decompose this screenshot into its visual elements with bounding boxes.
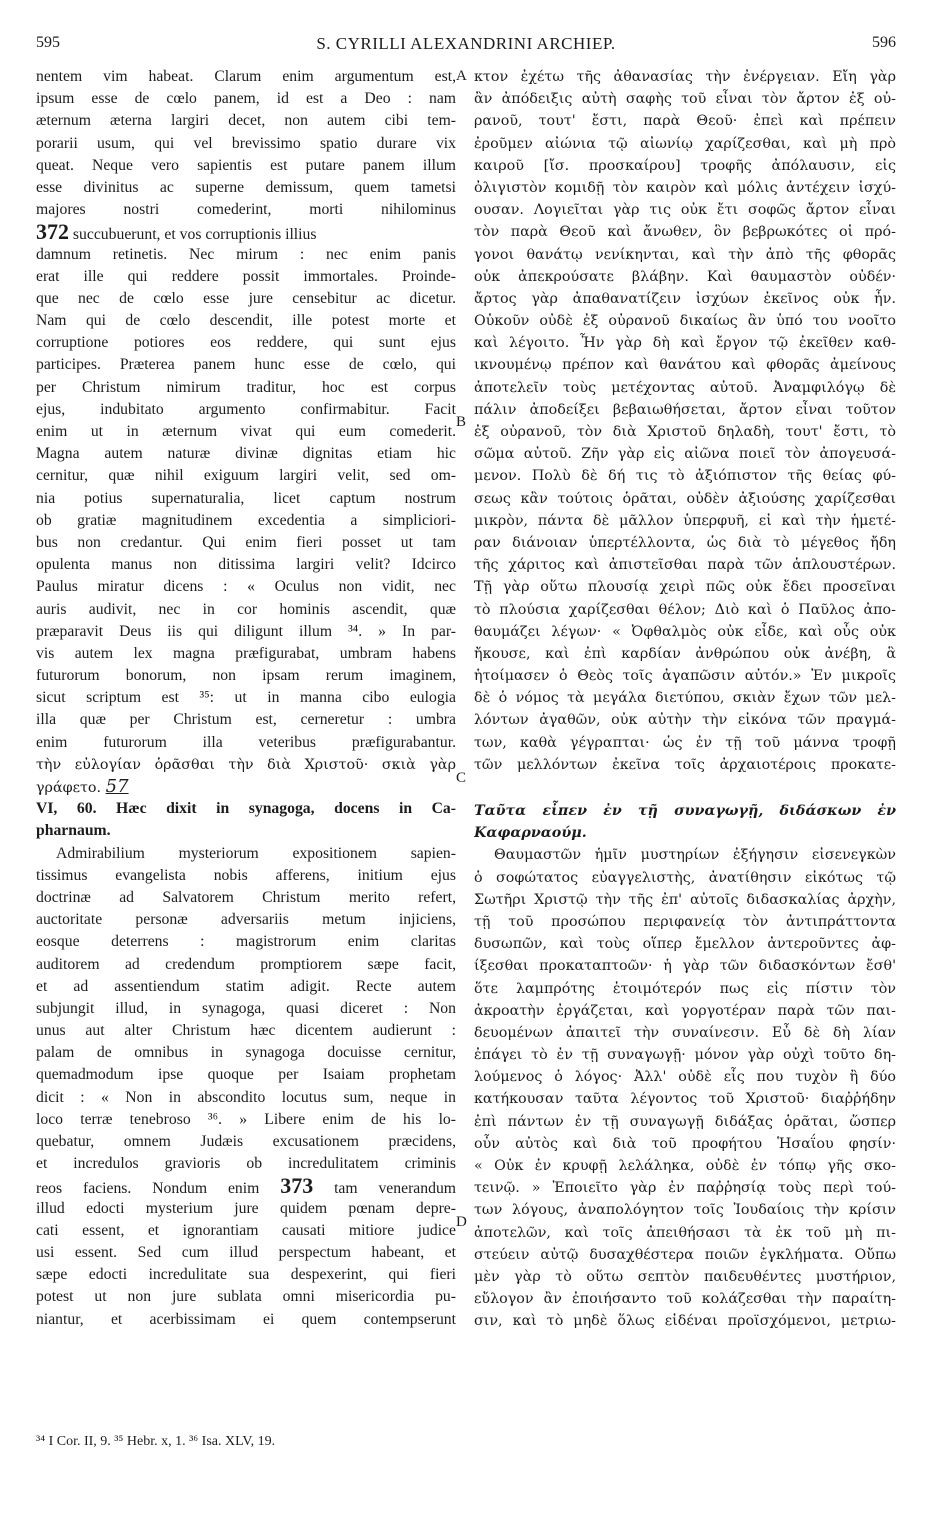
text-line: των λόγους, ἀναπολόγητον τοῖς Ἰουδαίοις τὴν κρίσιν	[474, 1202, 896, 1219]
margin-letter-d: D	[456, 1214, 467, 1230]
text-line: λούμενος ὁ λόγος· Ἀλλ' οὐδὲ εἷς που τυχὸν ἢ δύο	[474, 1069, 896, 1086]
text-line: ἐπάγει τὸ ἐν τῇ συναγωγῇ· μόνον γὰρ οὐχὶ τοῦτο δη-	[474, 1047, 896, 1064]
text-line: æternum æterna largiri decet, non autem cibi tem-	[36, 112, 456, 130]
text-line: illa quæ per Christum est, cerneretur : umbra	[36, 711, 456, 729]
text-line: ἐξ οὐρανοῦ, τὸν διὰ Χριστοῦ δηλαδὴ, τουτ' ἔστι, τὸ	[474, 424, 896, 440]
text-line: ἂν ἀπόδειξις αὐτὴ σαφὴς τοῦ εἶναι τὸν ἄρτον ἐξ οὐ-	[474, 91, 896, 108]
text-line: ουσαν. Λογιεῖται γὰρ τις οὐκ ἔτι σοφῶς ἄρτον εἶναι	[474, 202, 896, 219]
text-line: ρανοῦ, τουτ' ἔστι, παρὰ Θεοῦ· ἐπεὶ καὶ πρέπειν	[474, 113, 896, 130]
section-heading: Ταῦτα εἶπεν ἐν τῇ συναγωγῇ, διδάσκων ἐν	[474, 803, 896, 819]
text-line: subjungit illud, in synagoga, quasi diceret : Non	[36, 999, 456, 1017]
text-line: μὲν γὰρ τὸ οὕτω σεπτὸν παιδευθέντες μυστήριον,	[474, 1268, 896, 1285]
text-line: esse divinitus ac superne demissum, quem tametsi	[36, 178, 456, 196]
text-line: que nec de cœlo esse jure censebitur ac dicetur.	[36, 289, 456, 307]
section-heading: Καφαρναούμ.	[474, 825, 587, 842]
text-line: ejus, indubitato argumento confirmabitur. Facit	[36, 400, 456, 418]
text-line: ἄρτος γὰρ ἀπαθανατίζειν ἰσχύων ἐκεῖνος οὐκ ἦν.	[474, 290, 896, 307]
text-line: εὔλογον ἂν ἐποιήσαντο τοῦ κολάζεσθαι τὴν παραίτη-	[474, 1291, 896, 1308]
text-line: bus non credantur. Qui enim fieri posset ut tam	[36, 533, 456, 551]
text-line: μικρὸν, πάντα δὲ μᾶλλον ὑπερφυῆ, εἰ καὶ τὴν ἡμετέ-	[474, 512, 896, 529]
greek-column	[474, 66, 896, 1333]
section-heading: pharnaum.	[36, 822, 111, 840]
page-number-left: 595	[36, 34, 60, 51]
text-line: cernitur, quæ nihil exiguum largiri velit, sed om-	[36, 467, 456, 485]
text-line: tissimus evangelista nobis afferens, initium ejus	[36, 866, 456, 884]
text-line: ἐροῦμεν αἰώνια τῷ αἰωνίῳ χαρίζεσθαι, καὶ μὴ πρὸ	[474, 135, 896, 152]
text-line: ipsum esse de cœlo panem, id est a Deo : nam	[36, 90, 456, 108]
text-line: damnum retinetis. Nec mirum : nec enim panis	[36, 245, 456, 263]
text-line: κατήκουσαν ταῦτα λέγοντος τοῦ Χριστοῦ· διαῤῥήδην	[474, 1091, 896, 1108]
text-line: et incredulos gravioris ob incredulitatem criminis	[36, 1155, 456, 1173]
text-line: ὅτε λαμπρότης ἑτοιμότερόν πως εἰς πίστιν τὸν	[474, 980, 896, 997]
margin-letter-c: C	[456, 770, 467, 786]
text-line: τῇ τοῦ προσώπου περιφανείᾳ τὸν ἀντιπράττοντα	[474, 913, 896, 930]
text-line: ὁ σοφώτατος εὐαγγελιστὴς, ἀνατίθησιν εἰκότως τῷ	[474, 869, 896, 886]
text-line: nentem vim habeat. Clarum enim argumentum est,	[36, 68, 456, 85]
text-line: Οὐκοῦν οὐδὲ ἐξ οὐρανοῦ δικαίως ἂν ὑπό του νοοῖτο	[474, 313, 896, 330]
text-line: doctrinæ ad Salvatorem Christum merito refert,	[36, 888, 456, 906]
text-line: per Christum nimirum traditur, hoc est corpus	[36, 378, 456, 396]
text-line: Θαυμαστῶν ἡμῖν μυστηρίων ἐξήγησιν εἰσενεγκὼν	[494, 847, 896, 864]
text-line	[36, 1175, 456, 1197]
text-line: præparavit Deus iis qui diligunt illum ³⁴. » In par-	[36, 622, 456, 640]
text-line: opulenta manus non ditissima largiri velit? Idcirco	[36, 556, 456, 574]
text-line: participes. Præterea panem hunc esse de cœlo, qui	[36, 356, 456, 374]
text-line: dicit : « Non in abscondito locutus sum, neque in	[36, 1088, 456, 1106]
text-line: μενον. Πολὺ δὲ δή τις τὸ ἀξιόπιστον τῆς θείας φύ-	[474, 468, 896, 485]
text-line: ἀποτελῶν, καὶ τοῖς ἀπειθήσασι τὰ ἐκ τοῦ μὴ πι-	[474, 1224, 896, 1241]
page-header	[36, 34, 896, 60]
text-line: nia potius supernaturalia, licet captum nostrum	[36, 489, 456, 507]
text-line: corruptione potiores eos reddere, qui sunt ejus	[36, 334, 456, 352]
handwritten-note: 57	[105, 776, 129, 797]
column-number: 372	[36, 221, 69, 244]
text-line: τὸν παρὰ Θεοῦ καὶ ἄνωθεν, ὃν βεβρωκότες οἱ πρό-	[474, 224, 896, 241]
text-line: ἐπὶ πάντων ἐν τῇ συναγωγῇ διδάξας ὁρᾶται, ὥσπερ	[474, 1113, 896, 1130]
column-number: 373	[280, 1175, 314, 1198]
text-line: quemadmodum ipse quoque per Isaiam prophetam	[36, 1066, 456, 1084]
text-line: auctoritate personæ adversariis metum injiciens,	[36, 911, 456, 929]
text-line: enim futurorum illa veteribus præfigurabantur.	[36, 733, 456, 751]
text-line: ἀποτελεῖν τοὺς μετέχοντας αὐτοῦ. Ἀναμφιλόγῳ δὲ	[474, 379, 896, 396]
text-line: ἡτοίμασεν ὁ Θεὸς τοῖς ἀγαπῶσιν αὐτόν.» Ἐν μικροῖς	[474, 668, 896, 685]
text-line: δευομένων ἀπαιτεῖ τὴν συναίνεσιν. Εὖ δὲ δὴ λίαν	[474, 1024, 896, 1041]
text-line: ίξεσθαι προκαταπτοῶν· ἡ γὰρ τῶν διδασκόντων ἔσθ'	[474, 958, 896, 975]
section-heading: VI, 60. Hæc dixit in synagoga, docens in Ca-	[36, 800, 456, 818]
text-line: quebatur, omnem Judæis excusationem præcidens,	[36, 1133, 456, 1150]
text-line: et ad assentiendum statim adigit. Recte autem	[36, 977, 456, 995]
text-line: unus aut alter Christum hæc dicentem audierunt :	[36, 1022, 456, 1040]
text-line: Magna autem naturæ divinæ dignitas etiam hic	[36, 445, 456, 463]
text-line: eosque deterrens : magistrorum enim claritas	[36, 933, 456, 951]
text-line: σεως κἂν τούτοις ὁρᾶται, οὐδὲν ἀξιούσης χαρίζεσθαι	[474, 490, 896, 507]
greek-spill-line	[36, 776, 456, 798]
text-line: Σωτῆρι Χριστῷ τὴν τῆς ἐπ' αὐτοῖς διδασκαλίας ἀρχὴν,	[474, 891, 896, 908]
text-line: loco terræ tenebroso ³⁶. » Libere enim de his lo-	[36, 1110, 456, 1128]
text-line: sæpe edocti incredulitate sua despexerint, qui fieri	[36, 1266, 456, 1284]
text-line: ob gratiæ magnitudinem excedentia a simpliciori-	[36, 511, 456, 529]
text-line: erat ille qui reddere possit immortales. Proinde-	[36, 267, 456, 285]
text-line: τῶν μελλόντων ἐκεῖνα τοῖς ἀρχαιοτέροις προκατε-	[474, 756, 896, 773]
text-line: πάλιν ἀποδείξει βεβαιωθήσεται, ἄρτον εἶναι τοῦτον	[474, 401, 896, 418]
text-line: τῆς χάριτος καὶ ἀπιστεῖσθαι παρὰ τῶν ἁπλουστέρων.	[474, 557, 896, 574]
greek-spill-line: τὴν εὐλογίαν ὁρᾶσθαι τὴν διὰ Χριστοῦ· σκιὰ γὰρ	[36, 756, 456, 773]
latin-column	[36, 66, 456, 1331]
text-line-part: tam venerandum	[313, 1180, 456, 1198]
text-line: θαυμάζει λέγων· « Ὀφθαλμὸς οὐκ εἶδε, καὶ οὖς οὐκ	[474, 623, 896, 640]
text-line: ραν διάνοιαν ὑπερτέλλοντα, ὡς διὰ τὸ μέγεθος ἤδη	[474, 534, 896, 551]
footnotes: ³⁴ I Cor. II, 9. ³⁵ Hebr. x, 1. ³⁶ Isa. XLV, 19.	[36, 1434, 276, 1449]
text-line: potest ut non jure sublata omni misericordia pu-	[36, 1288, 456, 1306]
margin-letter-a: A	[456, 68, 467, 84]
text-line: auditorem ad credendum promptiorem sæpe facit,	[36, 955, 456, 973]
text-line: οὐκ ἀπεκρούσατε βλάβην. Καὶ θαυμαστὸν οὐδέν·	[474, 268, 896, 285]
text-line: palam de omnibus in synagoga docuisse cernitur,	[36, 1044, 456, 1062]
text-line: ικνουμένῳ πρέπον καὶ θανάτου καὶ φθορᾶς ἀμείνους	[474, 357, 896, 374]
text-line: στεύειν αὐτῷ δυσαχθέστερα ποιῶν ἐγκλήματα. Οὔπω	[474, 1246, 896, 1263]
text-line: « Οὐκ ἐν κρυφῇ λελάληκα, οὐδὲ ἐν τόπῳ γῆς σκο-	[474, 1158, 896, 1174]
text-line: δὲ ὁ νόμος τὰ μεγάλα διετύπου, σκιὰν ἔχων τῶν μελ-	[474, 690, 896, 707]
text-line: τὸ πλούσια χαρίζεσθαι θέλον; Διὸ καὶ ὁ Παῦλος ἀπο-	[474, 601, 896, 618]
text-line: porarii usum, qui vel brevissimo spatio durare vix	[36, 134, 456, 152]
text-line: usi essent. Sed cum illud perspectum habeant, et	[36, 1243, 456, 1261]
text-line: enim ut in æternum vivat qui eum comederit.	[36, 423, 456, 440]
text-line: futurorum bonorum, non ipsam rerum imaginem,	[36, 667, 456, 685]
text-line: cati essent, et ignorantiam causati mitiore judice	[36, 1221, 456, 1239]
text-line	[36, 221, 456, 243]
text-line: καιροῦ [ἴσ. προσκαίρου] τροφῆς ἀπόλαυσιν, εἰς	[474, 157, 896, 174]
text-line: ὀλιγιστὸν κομιδῇ τὸν καιρὸν καὶ μόλις ἀντέχειν ἰσχύ-	[474, 179, 896, 196]
greek-spill-end: γράφετο.	[36, 780, 106, 796]
text-line: καὶ λέγοιτο. Ἦν γὰρ δὴ καὶ ἔργον τῷ ἐκεῖθεν καθ-	[474, 335, 896, 352]
text-line: Τῇ γὰρ οὕτω πλουσίᾳ χειρὶ πῶς οὐκ ἔδει προσεῖναι	[474, 579, 896, 596]
text-line: vis autem lex magna præfigurabat, umbram habens	[36, 644, 456, 662]
text-line: σιν, καὶ τὸ μηδὲ ὅλως εἰδέναι προϊσχόμενοι, μετριω-	[474, 1313, 896, 1330]
text-line: ἤκουσε, καὶ ἐπὶ καρδίαν ἀνθρώπου οὐκ ἀνέβη, ἃ	[474, 645, 896, 662]
text-line-part: reos faciens. Nondum enim	[36, 1180, 281, 1198]
text-line: δυσωπῶν, καὶ τοὺς οἵπερ ἔμελλον ἀντεροῦντες ἀφ-	[474, 936, 896, 953]
running-title: S. CYRILLI ALEXANDRINI ARCHIEP.	[316, 34, 616, 53]
text-line: Paulus miratur dicens : « Oculus non vidit, nec	[36, 578, 456, 596]
text-line: κτον ἐχέτω τῆς ἀθανασίας τὴν ἐνέργειαν. Εἴη γὰρ	[474, 69, 896, 85]
text-line: των, καθὰ γέγραπται· ὡς ἐν τῇ τοῦ μάννα τροφῇ	[474, 734, 896, 751]
page-number-right: 596	[872, 34, 896, 51]
text-line: majores nostri comederint, morti nihilominus	[36, 201, 456, 219]
text-line: σῶμα αὐτοῦ. Ζῆν γὰρ εἰς αἰῶνα ποιεῖ τὸν ἀπογευσά-	[474, 446, 896, 463]
text-line: ἀκροατὴν ἐργάζεται, καὶ γοργοτέραν παρὰ τῶν παι-	[474, 1002, 896, 1019]
text-line: γονοι θανάτῳ νενίκηνται, καὶ τὴν ἀπὸ τῆς φθορᾶς	[474, 246, 896, 263]
text-line: illud edocti mysterium jure quidem pœnam depre-	[36, 1199, 456, 1217]
text-line: auris audivit, nec in cor hominis ascendit, quæ	[36, 600, 456, 618]
text-line: niantur, et acerbissimam ei quem contempserunt	[36, 1310, 456, 1328]
text-line: Admirabilium mysteriorum expositionem sapien-	[56, 844, 456, 862]
text-line: Nam qui de cœlo descendit, ille potest morte et	[36, 312, 456, 330]
text-line-rest: succubuerunt, et vos corruptionis illius	[69, 226, 317, 244]
text-line: οὖν αὐτὸς καὶ διὰ τοῦ προφήτου Ἡσαΐου φησίν·	[474, 1135, 896, 1152]
text-line: λόντων ἀγαθῶν, οὐκ αὐτὴν τὴν εἰκόνα τῶν πραγμά-	[474, 712, 896, 729]
margin-letter-b: B	[456, 414, 467, 430]
text-line: queat. Neque vero sapientis est putare panem illum	[36, 156, 456, 174]
text-line: τεινῷ. » Ἐποιεῖτο γὰρ ἐν παῤῥησίᾳ τοὺς περὶ τού-	[474, 1180, 896, 1197]
text-line: sicut scriptum est ³⁵: ut in manna cibo eulogia	[36, 689, 456, 707]
